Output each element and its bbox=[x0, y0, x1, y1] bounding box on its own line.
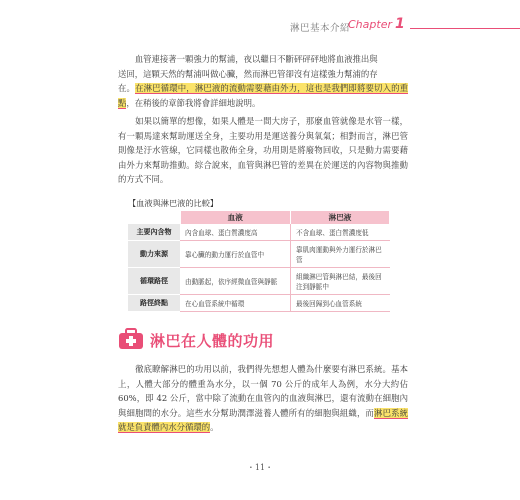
table-header-row bbox=[128, 211, 390, 224]
table-row bbox=[128, 241, 390, 268]
paragraph-house-analogy bbox=[118, 114, 408, 187]
table-caption: 【血液與淋巴液的比較】 bbox=[128, 198, 219, 208]
paragraph-text: 。 bbox=[210, 422, 219, 433]
header-rule bbox=[410, 28, 520, 29]
table-cell-blood: 內含血球、蛋白質濃度高 bbox=[180, 224, 291, 241]
row-header: 循環路徑 bbox=[128, 268, 180, 295]
page-number: ・11・ bbox=[246, 463, 274, 472]
running-header bbox=[0, 18, 520, 38]
column-header-lymph: 淋巴液 bbox=[291, 211, 390, 224]
row-header: 主要內含物 bbox=[128, 224, 180, 241]
table-row bbox=[128, 268, 390, 295]
paragraph-text: 徹底瞭解淋巴的功用以前，我們得先想想人體為什麼要有淋巴系統。基本上，人體大部分的體重為水分，以一個 70 公斤的成年人為例，水分大約佔 60%，即 42 公斤，當中除了流動在血管內的血液與淋巴，還有流動在細胞內與細胞間的水分。這些水分幫助潤澤滋養人體所有的細胞與組織，而 bbox=[118, 364, 408, 418]
first-aid-kit-icon bbox=[118, 328, 144, 350]
highlighted-key-point: 淋巴系統就是負責體內水分循環的 bbox=[118, 407, 409, 433]
table-cell-lymph: 組織淋巴管與淋巴結，最後回注到靜脈中 bbox=[291, 268, 390, 295]
paragraph-text: ，在稍後的章節我將會詳細地說明。 bbox=[126, 97, 261, 108]
header-chapter-number: 1 bbox=[395, 16, 405, 32]
paragraph-line: 送回，這顆天然的幫浦叫做心臟，然而淋巴管卻沒有這樣強力幫浦的存 bbox=[118, 68, 378, 79]
paragraph-line: 血管連接著一顆強力的幫浦，夜以繼日不斷砰砰砰地將血液推出與 bbox=[118, 54, 378, 64]
paragraph-line bbox=[118, 362, 408, 435]
paragraph-heart-pump bbox=[118, 52, 408, 110]
column-header-blood: 血液 bbox=[180, 211, 291, 224]
table-corner-cell bbox=[128, 211, 180, 224]
table-cell-lymph: 靠肌肉運動與外力運行於淋巴管 bbox=[291, 241, 390, 268]
table-row bbox=[128, 295, 390, 312]
table-cell-lymph: 最後回歸到心血管系統 bbox=[291, 295, 390, 312]
table-cell-blood: 由動脈起，依序經微血管與靜脈 bbox=[180, 268, 291, 295]
header-section-title: 淋巴基本介紹 bbox=[290, 23, 351, 34]
highlighted-key-point: 在淋巴循環中，淋巴液的流動需要藉由外力，這也是我們即將要切入的重點 bbox=[118, 83, 409, 108]
paragraph-lymph-function bbox=[118, 362, 408, 435]
row-header: 動力來源 bbox=[128, 241, 180, 268]
paragraph-text: 在。 bbox=[118, 83, 136, 94]
table-cell-lymph: 不含血球、蛋白質濃度低 bbox=[291, 224, 390, 241]
paragraph-line bbox=[118, 81, 408, 110]
table-cell-blood: 在心血管系統中循環 bbox=[180, 295, 291, 312]
table-cell-blood: 靠心臟的動力運行於血管中 bbox=[180, 241, 291, 268]
header-chapter-label: Chapter bbox=[348, 18, 392, 31]
table-row bbox=[128, 224, 390, 241]
comparison-table bbox=[128, 211, 390, 312]
row-header: 路徑終點 bbox=[128, 295, 180, 312]
paragraph-text: 如果以簡單的想像，如果人體是一間大房子，那麼血管就像是水管一樣，有一顆馬達來幫助運送全身，主要功用是運送養分與氧氣；相對而言，淋巴管則像是汙水管線，它同樣也散佈全身，功用則是將廢物回收，只是動力需要藉由外力來幫助推動。綜合說來，血管與淋巴管的差異在於運送的內容物與推動的方式不同。 bbox=[118, 116, 408, 185]
section-title: 淋巴在人體的功用 bbox=[150, 332, 275, 350]
